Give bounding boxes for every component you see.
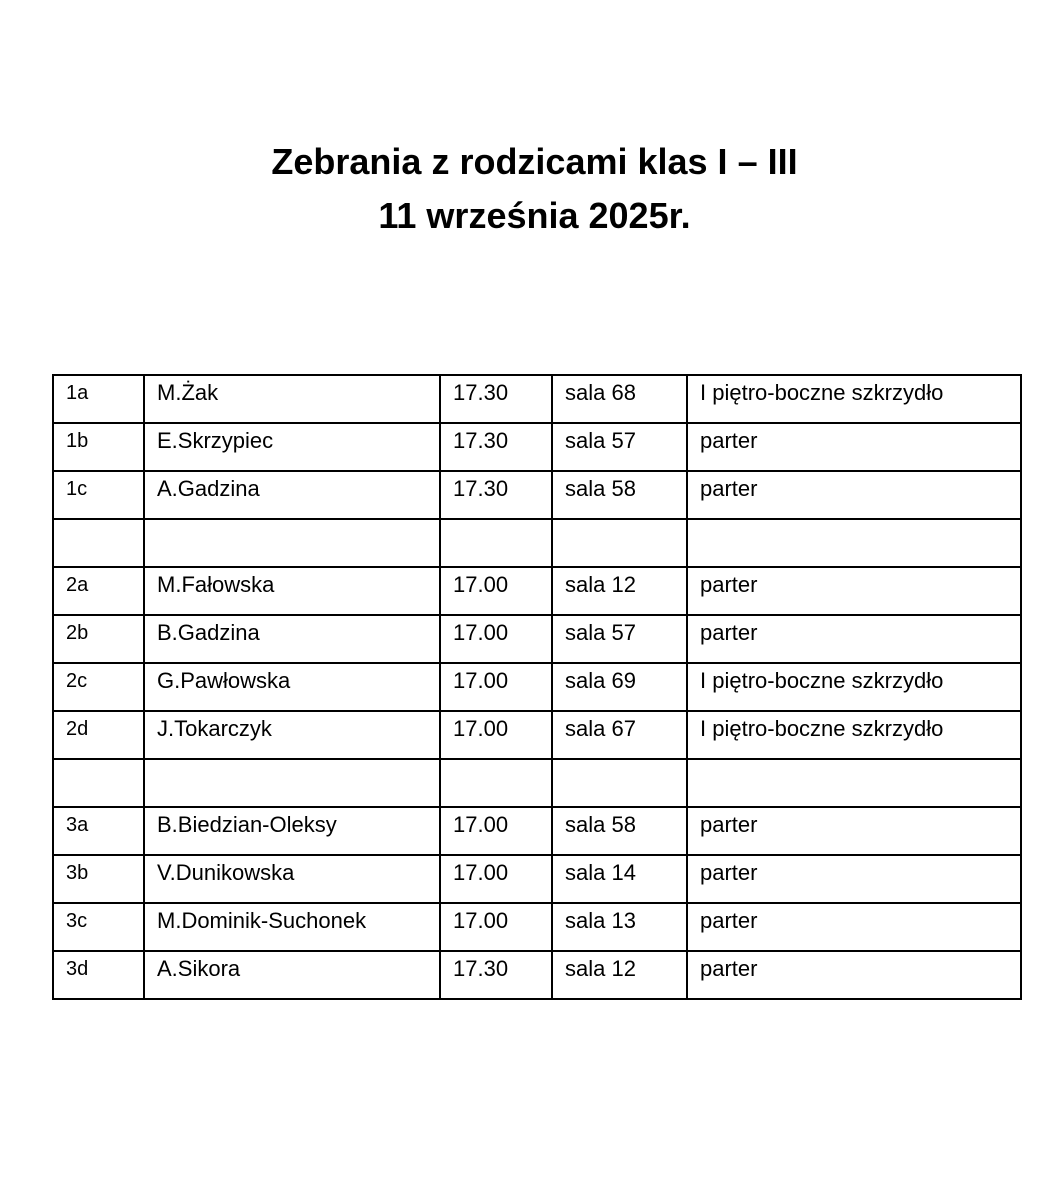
teacher-cell: J.Tokarczyk: [144, 711, 440, 759]
table-row: [53, 615, 1021, 663]
class-cell: 2c: [53, 663, 144, 711]
time-cell: 17.00: [440, 711, 552, 759]
room-cell: sala 58: [552, 807, 687, 855]
time-cell: 17.00: [440, 615, 552, 663]
time-cell: 17.30: [440, 951, 552, 999]
table-row: [53, 663, 1021, 711]
teacher-cell: A.Gadzina: [144, 471, 440, 519]
time-cell: 17.30: [440, 471, 552, 519]
page-title: Zebrania z rodzicami klas I – III: [271, 141, 798, 182]
location-cell: parter: [687, 471, 1021, 519]
teacher-cell: M.Dominik-Suchonek: [144, 903, 440, 951]
class-cell: 3b: [53, 855, 144, 903]
teacher-cell: A.Sikora: [144, 951, 440, 999]
class-cell: 2b: [53, 615, 144, 663]
room-cell: sala 68: [552, 375, 687, 423]
schedule-table-body: [53, 375, 1021, 999]
location-cell: I piętro-boczne szkrzydło: [687, 663, 1021, 711]
meeting-schedule-table: [52, 374, 1022, 1000]
class-cell: 1a: [53, 375, 144, 423]
time-cell: 17.00: [440, 567, 552, 615]
location-cell: parter: [687, 807, 1021, 855]
table-row: [53, 951, 1021, 999]
room-cell: sala 57: [552, 423, 687, 471]
room-cell: [552, 519, 687, 567]
time-cell: [440, 759, 552, 807]
teacher-cell: B.Biedzian-Oleksy: [144, 807, 440, 855]
table-row: [53, 711, 1021, 759]
table-row: [53, 903, 1021, 951]
teacher-cell: M.Fałowska: [144, 567, 440, 615]
class-cell: 1c: [53, 471, 144, 519]
location-cell: parter: [687, 567, 1021, 615]
time-cell: 17.00: [440, 807, 552, 855]
table-row: [53, 855, 1021, 903]
table-row: [53, 423, 1021, 471]
time-cell: 17.00: [440, 855, 552, 903]
time-cell: 17.00: [440, 903, 552, 951]
teacher-cell: B.Gadzina: [144, 615, 440, 663]
time-cell: 17.30: [440, 423, 552, 471]
location-cell: [687, 519, 1021, 567]
time-cell: 17.30: [440, 375, 552, 423]
table-row-spacer: [53, 519, 1021, 567]
location-cell: parter: [687, 951, 1021, 999]
time-cell: [440, 519, 552, 567]
room-cell: [552, 759, 687, 807]
location-cell: parter: [687, 615, 1021, 663]
class-cell: [53, 759, 144, 807]
class-cell: [53, 519, 144, 567]
location-cell: parter: [687, 855, 1021, 903]
teacher-cell: V.Dunikowska: [144, 855, 440, 903]
room-cell: sala 67: [552, 711, 687, 759]
teacher-cell: E.Skrzypiec: [144, 423, 440, 471]
teacher-cell: M.Żak: [144, 375, 440, 423]
room-cell: sala 12: [552, 567, 687, 615]
location-cell: parter: [687, 903, 1021, 951]
room-cell: sala 13: [552, 903, 687, 951]
time-cell: 17.00: [440, 663, 552, 711]
location-cell: parter: [687, 423, 1021, 471]
class-cell: 2a: [53, 567, 144, 615]
room-cell: sala 12: [552, 951, 687, 999]
teacher-cell: [144, 759, 440, 807]
room-cell: sala 69: [552, 663, 687, 711]
class-cell: 3d: [53, 951, 144, 999]
location-cell: I piętro-boczne szkrzydło: [687, 375, 1021, 423]
table-row: [53, 567, 1021, 615]
class-cell: 3c: [53, 903, 144, 951]
teacher-cell: G.Pawłowska: [144, 663, 440, 711]
table-row-spacer: [53, 759, 1021, 807]
table-row: [53, 471, 1021, 519]
room-cell: sala 58: [552, 471, 687, 519]
teacher-cell: [144, 519, 440, 567]
location-cell: [687, 759, 1021, 807]
table-row: [53, 375, 1021, 423]
table-row: [53, 807, 1021, 855]
class-cell: 1b: [53, 423, 144, 471]
room-cell: sala 14: [552, 855, 687, 903]
class-cell: 2d: [53, 711, 144, 759]
class-cell: 3a: [53, 807, 144, 855]
room-cell: sala 57: [552, 615, 687, 663]
location-cell: I piętro-boczne szkrzydło: [687, 711, 1021, 759]
page-subtitle-date: 11 września 2025r.: [378, 195, 691, 236]
